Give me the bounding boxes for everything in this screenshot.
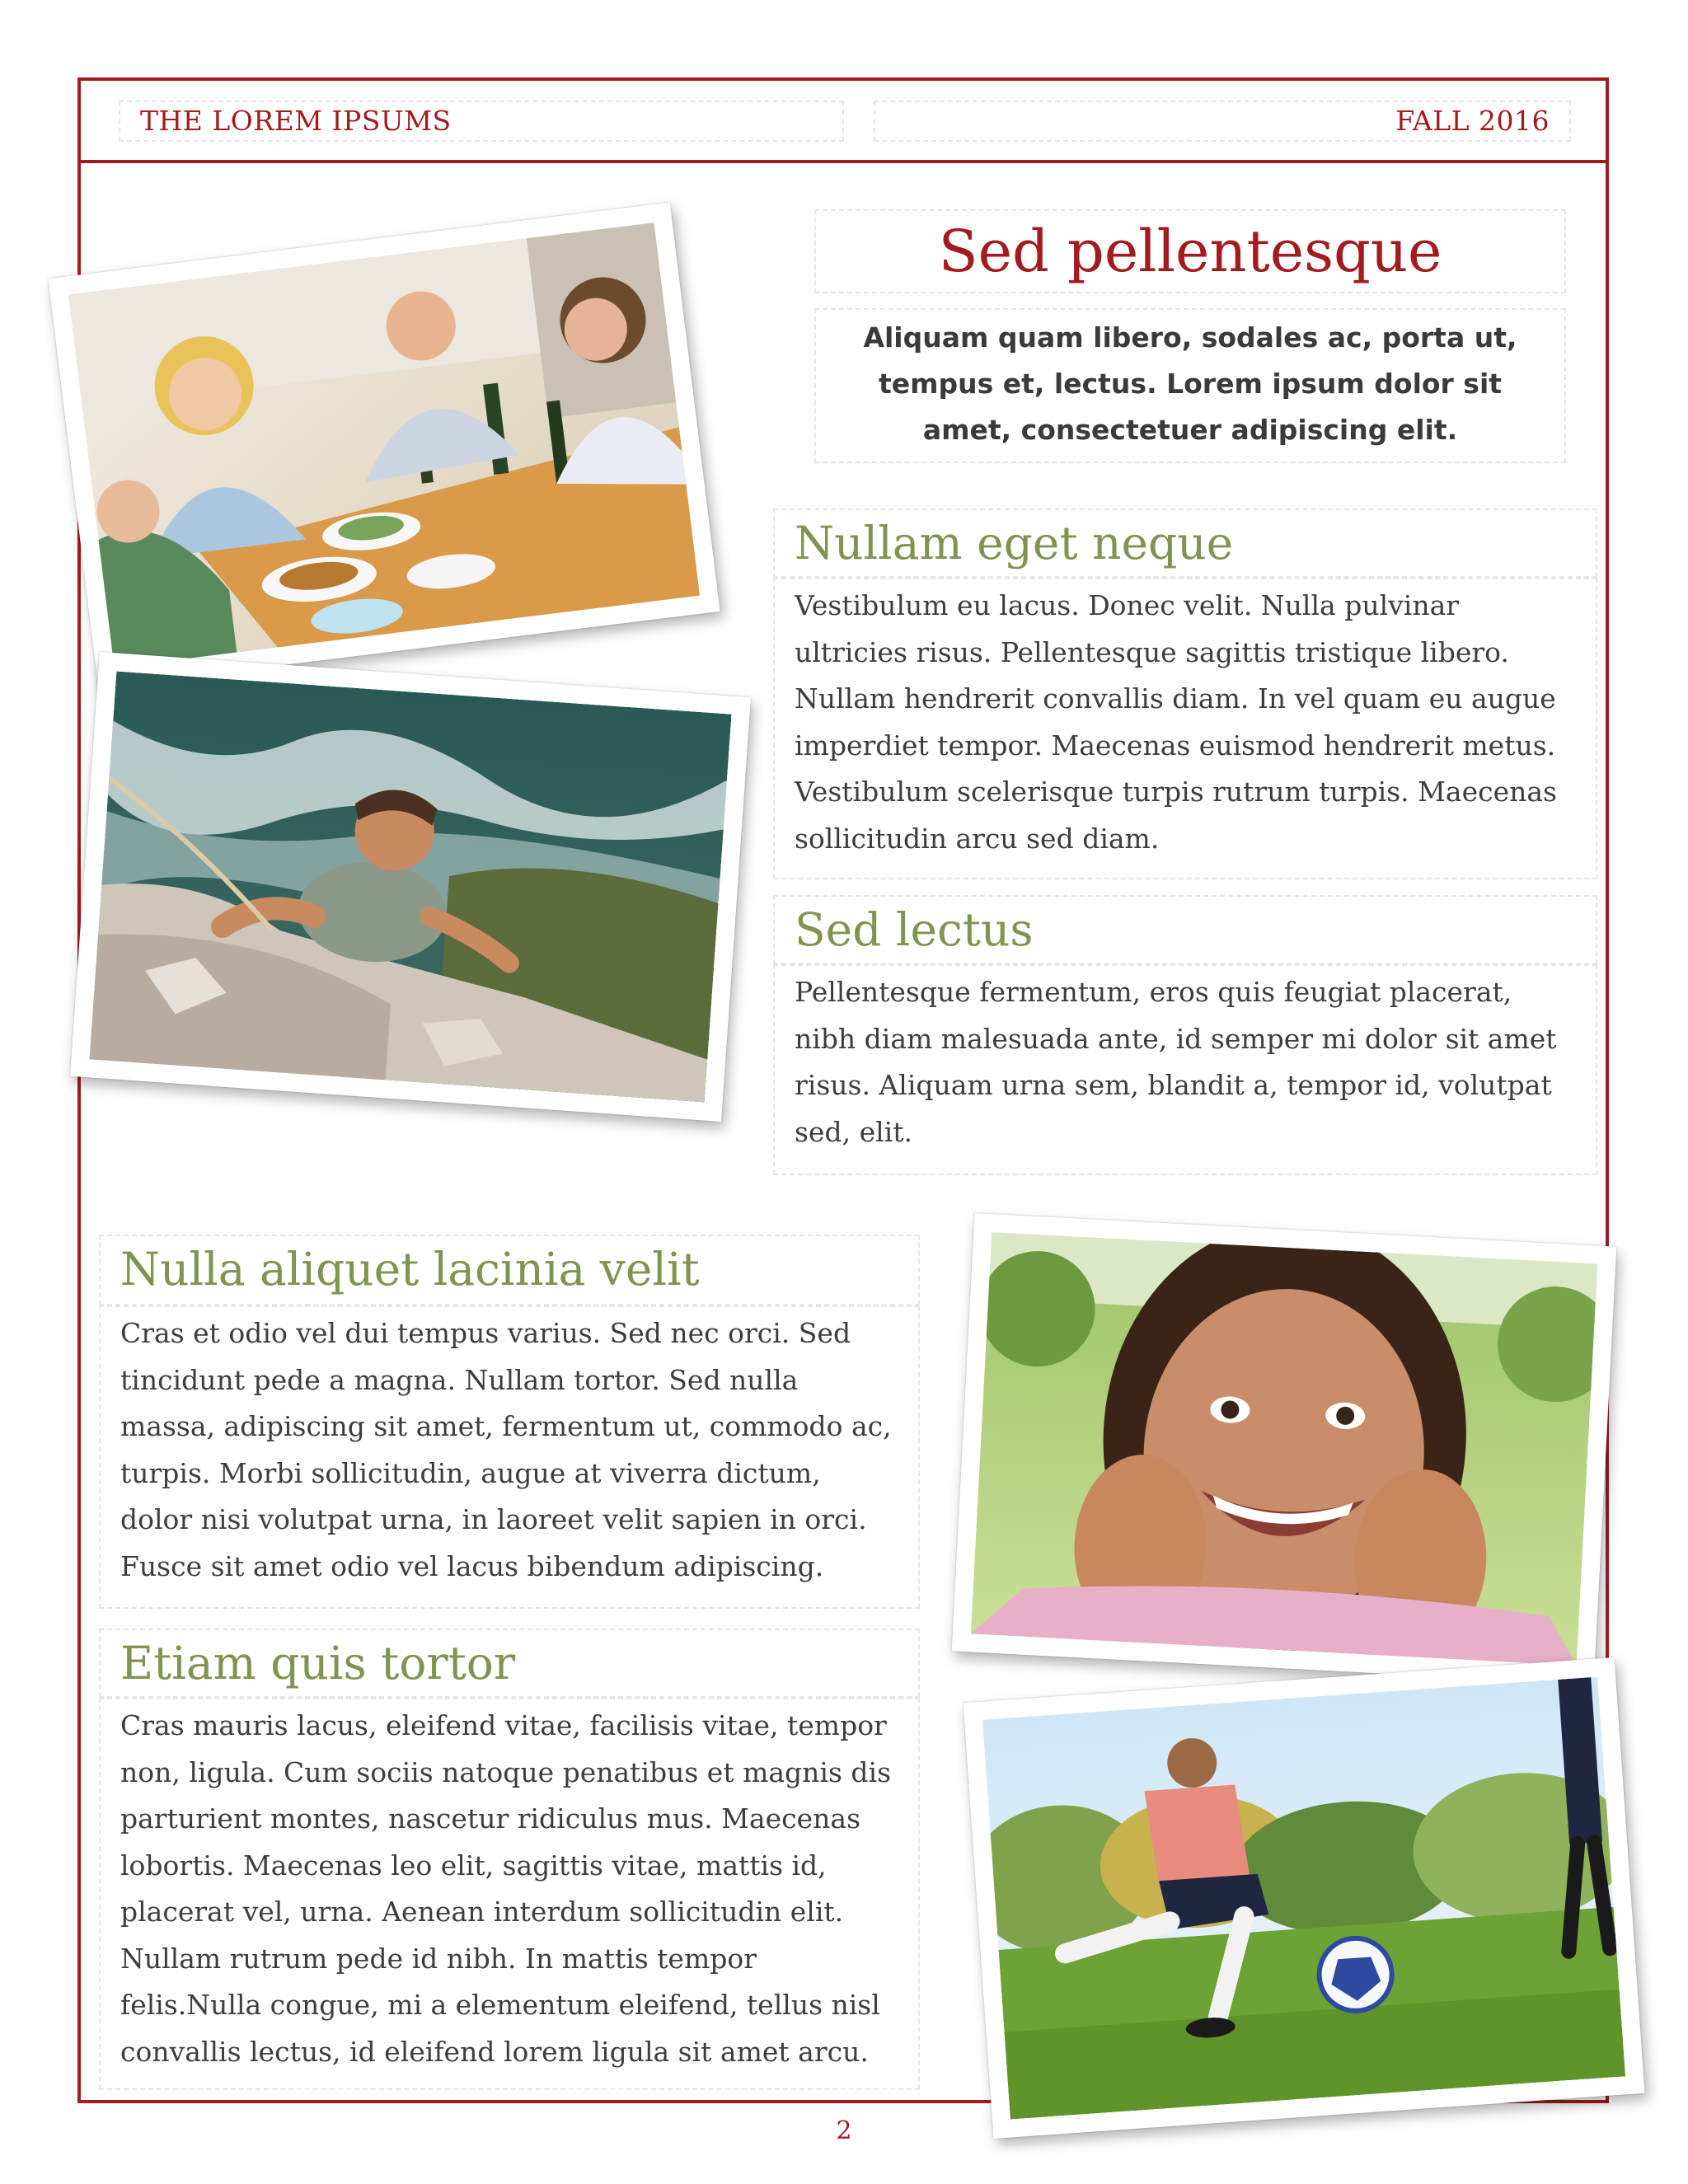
page-subtitle: Aliquam quam libero, sodales ac, porta ut, tempus et, lectus. Lorem ipsum dolor sit amet, consectetuer adipiscing elit. bbox=[814, 308, 1566, 463]
section-body-4: Cras mauris lacus, eleifend vitae, facilisis vitae, tempor non, ligula. Cum sociis natoque penatibus et magnis dis parturient montes, nascetur ridiculus mus. Maecenas lobortis. Maecenas leo elit, sagittis vitae, mattis id, placerat vel, urna. Aenean interdum sollicitudin elit. Nullam rutrum pede id nibh. In mattis tempor felis.Nulla congue, mi a elementum eleifend, tellus nisl convallis lectus, id eleifend lorem ligula sit amet arcu. bbox=[99, 1698, 920, 2090]
section-heading-2: Sed lectus bbox=[773, 895, 1597, 964]
page-number: 2 bbox=[836, 2116, 852, 2145]
section-body-3: Cras et odio vel dui tempus varius. Sed nec orci. Sed tincidunt pede a magna. Nullam tortor. Sed nulla massa, adipiscing sit amet, fermentum ut, commodo ac, turpis. Morbi sollicitudin, augue at viverra dictum, dolor nisi volutpat urna, in laoreet velit sapien in orci. Fusce sit amet odio vel lacus bibendum adipiscing. bbox=[99, 1305, 920, 1609]
dinner-party-photo bbox=[48, 203, 720, 688]
section-heading-4: Etiam quis tortor bbox=[99, 1629, 920, 1698]
section-body-2: Pellentesque fermentum, eros quis feugiat placerat, nibh diam malesuada ante, id semper mi dolor sit amet risus. Aliquam urna sem, blandit a, tempor id, volutpat sed, elit. bbox=[773, 964, 1597, 1175]
section-body-1: Vestibulum eu lacus. Donec velit. Nulla pulvinar ultricies risus. Pellentesque sagittis tristique libero. Nullam hendrerit convallis diam. In vel quam eu augue imperdiet tempor. Maecenas euismod hendrerit metus. Vestibulum scelerisque turpis rutrum turpis. Maecenas sollicitudin arcu sed diam. bbox=[773, 578, 1597, 879]
smiling-girl-photo-image bbox=[971, 1232, 1598, 1666]
issue-date: FALL 2016 bbox=[874, 101, 1571, 142]
page-title: Sed pellentesque bbox=[814, 209, 1566, 293]
section-heading-3: Nulla aliquet lacinia velit bbox=[99, 1235, 920, 1305]
rock-climber-photo bbox=[70, 652, 751, 1122]
header-rule bbox=[77, 160, 1609, 163]
smiling-girl-photo bbox=[952, 1213, 1617, 1685]
rock-climber-photo-image bbox=[89, 671, 731, 1102]
soccer-player-photo bbox=[963, 1657, 1644, 2139]
soccer-player-photo-image bbox=[982, 1677, 1625, 2120]
section-heading-1: Nullam eget neque bbox=[773, 509, 1597, 578]
newsletter-name: THE LOREM IPSUMS bbox=[119, 101, 844, 142]
dinner-party-photo-image bbox=[68, 223, 700, 668]
